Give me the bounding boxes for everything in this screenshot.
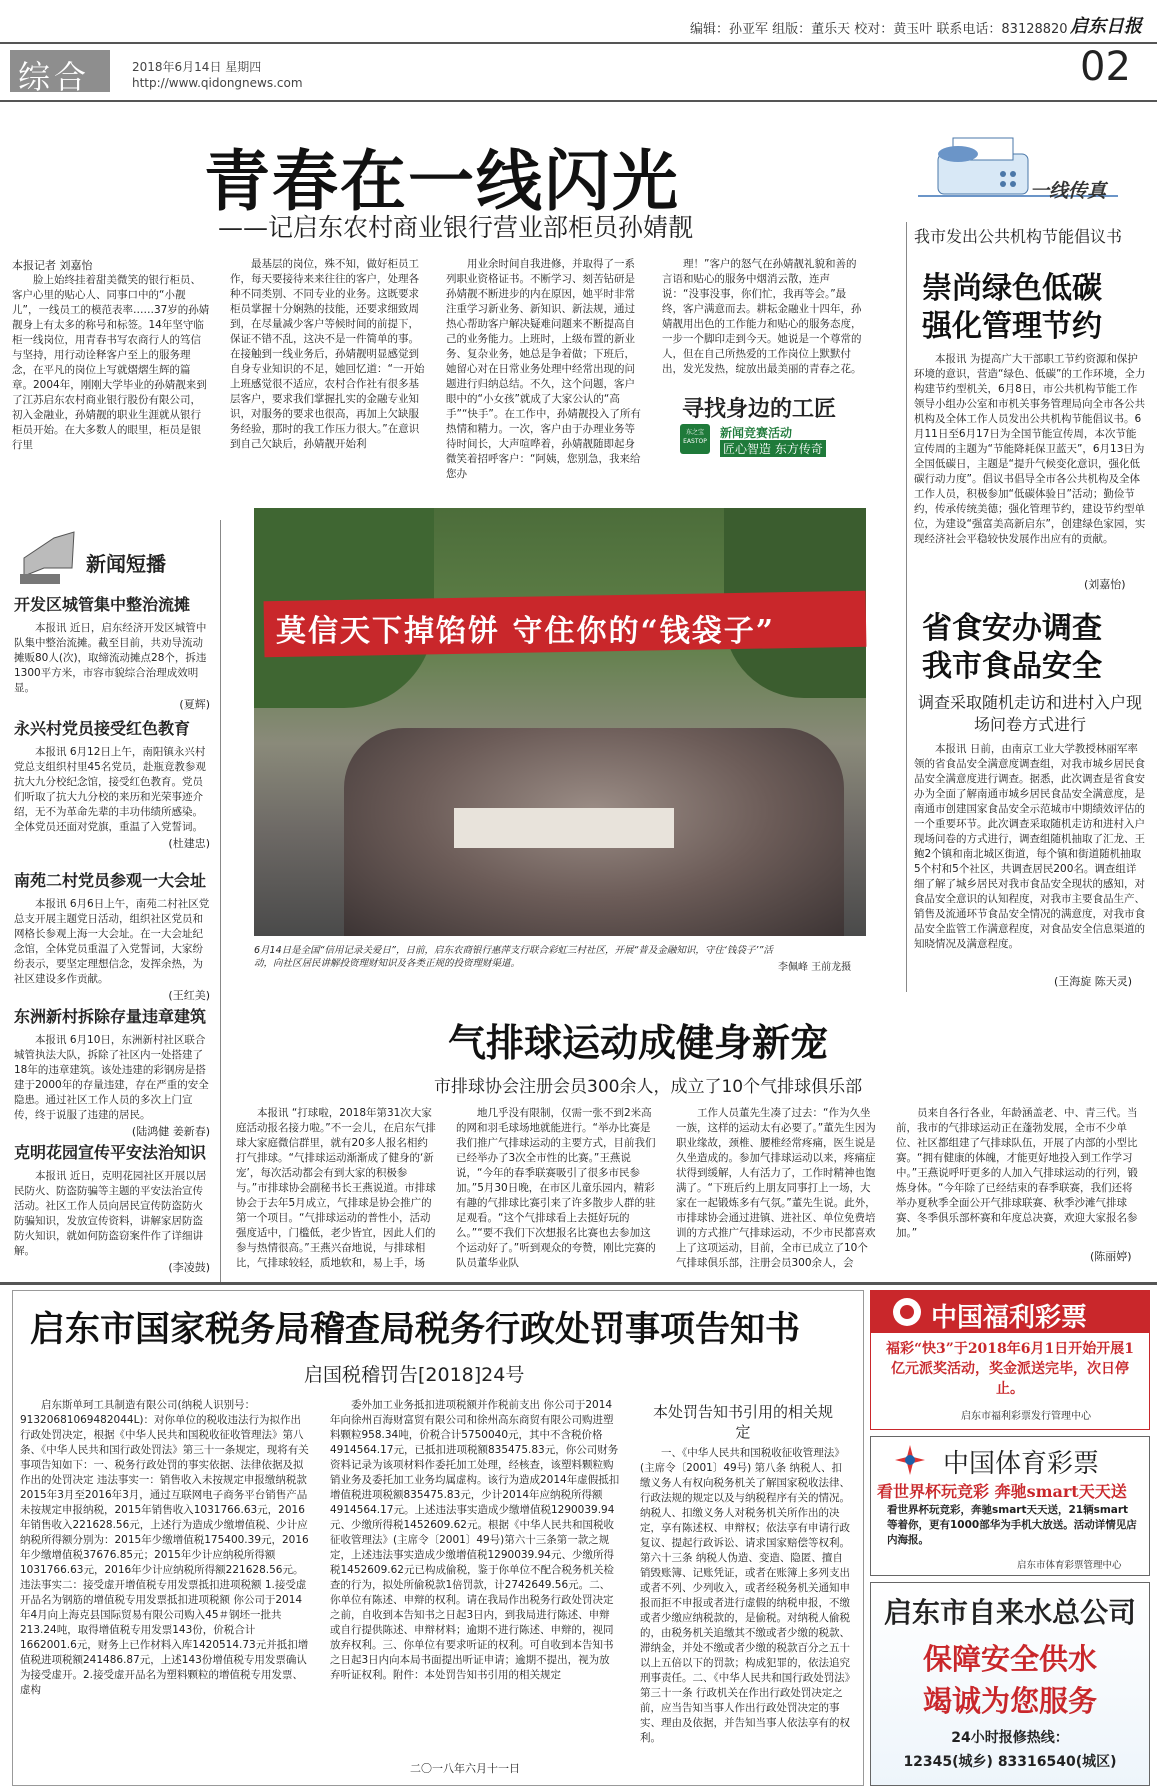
news-photo <box>254 508 866 936</box>
campaign-sub: 新闻竞赛活动 <box>720 426 793 440</box>
flash-body-2: 本报讯 6月12日上午，南阳镇永兴村党总支组织村里45名党员，赴瓶竟教参观抗大九分校纪念馆，接受红色教育。党员们听取了抗大九分校的来历和光荣事迹介绍，无不为革命先辈的丰功伟绩所感染。全体党员还面对党旗，重温了入党誓词。 <box>14 746 206 833</box>
welfare-lottery-ad <box>870 1290 1150 1430</box>
fax-illustration <box>918 124 1118 210</box>
lead-col-1: 脸上始终挂着甜美微笑的银行柜员、客户心里的贴心人、同事口中的“小靓儿”，一线员工的模范表率……37岁的孙婧靓身上有太多的称号和标签。14年坚守临柜一线岗位，用青春书写农商行人的笃信与坚持，用行动诠释客户至上的服务理念，在平凡的岗位上写就熠熠生辉的篇章。2004年，刚刚大学毕业的孙婧靓来到了江苏启东农村商业银行股份有限公司，初入金融业，孙婧靓的职业生涯就从银行柜员开始。在大多数人的眼里，柜员是银行里 <box>12 274 210 451</box>
welfare-brand: 中国福利彩票 <box>931 1303 1088 1333</box>
tax-notice-title: 启东市国家税务局稽查局税务行政处罚事项告知书 <box>30 1309 801 1350</box>
tax-notice-col-2: 委外加工业务抵扣进项税额并作税前支出 你公司于2014年向徐州百海财富贸有限公司和徐州高东商贸有限公司购进塑料颗粒958.34吨，价税合计5750040元，其中不含税价格4914564.17元，已抵扣进项税额835475.83元，你公司财务资料记录为该项材料作委托加工处理，经核查，该塑料颗粒购销业务及委托加工业务均属虚构。该行为造成2014年虚假抵扣增值税进项税额835475.83元，少计2014年应纳税所得额4914564.17元。上述违法事实造成少缴增值税1290039.94元、少缴所得税1452609.62元。根据《中华人民共和国税收征收管理法》(主席令〔2001〕49号)第六十三条第一款之规定，上述违法事实造成少缴增值税1290039.94元、少缴所得税1452609.62元已构成偷税，鉴于你单位不配合税务机关检查的行为，拟处所偷税款1倍罚款，计2742649.56元。二、你单位有陈述、申辩的权利。请在我局作出税务行政处罚决定之前，自收到本告知书之日起3日内，到我局进行陈述、申辩或自行提供陈述、申辩材料；逾期不进行陈述、申辩的，视同放弃权利。三、你单位有要求听证的权利。可自收到本告知书之日起3日内向本局书面提出听证申请；逾期不提出，视为放弃听证权利。附件：本处罚告知书引用的相关规定 <box>330 1399 620 1681</box>
campaign-badge <box>676 392 866 458</box>
section-label: 综合 <box>18 58 91 96</box>
water-slogan-2: 竭诚为您服务 <box>922 1684 1097 1718</box>
lead-col-2: 最基层的岗位，殊不知，做好柜员工作，每天要接待来来往往的客户，处理各种不同类别、不同专业的业务。这既要求柜员掌握十分娴熟的技能，还要求细致周到，在尽量减少客户等候时间的前提下，保证不错不乱，这决不是一件简单的事。在接触到一线业务后，孙婧靓明显感觉到自身专业知识的不足，她回忆道：“一开始上班感觉很不适应，农村合作社有很多基层客户，要求我们掌握扎实的金融专业知识，对服务的要求也很高，再加上欠缺服务经验，那时的我工作压力很大。”在意识到自己欠缺后，孙婧靓开始利 <box>230 258 425 450</box>
issue-date: 2018年6月14日 星期四 <box>132 60 262 74</box>
right-news-kicker: 我市发出公共机构节能倡议书 <box>914 227 1123 246</box>
volleyball-author: (陈丽婷) <box>1090 1250 1132 1263</box>
lead-byline: 本报记者 刘嘉怡 <box>12 259 93 272</box>
photo-table <box>454 808 674 848</box>
flash-title-1: 开发区城管集中整治流摊 <box>14 595 191 614</box>
sports-org: 启东市体育彩票管理中心 <box>1017 1560 1122 1571</box>
right-news-title-2: 省食安办调查 我市食品安全 <box>922 611 1102 684</box>
flash-author-4: (陆鸿健 姜新春) <box>131 1125 210 1138</box>
volleyball-col-4: 员来自各行各业，年龄涵盖老、中、青三代。当前，我市的气排球运动正在蓬勃发展，全市不少单位、社区都组建了气排球队伍，开展了内部的小型比赛。“拥有健康的体魄，才能更好地投入到工作学习中。”王燕说呼吁更多的人加入气排球运动的行列，锻炼身体。“今年除了已经结束的春季联赛，我们还将举办夏秋季全面公开气排球联赛、秋季沙滩气排球赛、冬季俱乐部杯赛和年度总决赛，欢迎大家报名参加。” <box>896 1107 1138 1239</box>
sports-logo-icon <box>893 1443 927 1477</box>
flash-author-5: (李凌鼓) <box>168 1261 210 1274</box>
flash-author-3: (王红美) <box>168 989 210 1002</box>
water-company-name: 启东市自来水总公司 <box>883 1596 1136 1629</box>
page-number: 02 <box>1080 44 1131 90</box>
volleyball-title: 气排球运动成健身新宠 <box>448 1020 829 1065</box>
water-company-ad <box>870 1582 1150 1786</box>
welfare-text: 福彩“快3”于2018年6月1日开始开展1亿元派奖活动，奖金派送完毕，次日停止。 <box>885 1341 1135 1397</box>
photo-caption: 6月14日是全国“信用记录关爱日”，日前，启东农商银行惠萍支行联合彩虹三村社区，开展“普及金融知识，守住‘钱袋子’”活动，向社区居民讲解投资理财知识及各类正规的投资理财渠道。 <box>254 945 773 969</box>
masthead-logo: 启东日报 <box>1070 16 1142 37</box>
flash-body-1: 本报讯 近日，启东经济开发区城管中队集中整治流摊。截至目前，共劝导流动摊贩80人(次)，取缔流动摊点28个，拆违1300平方米，市容市貌综合治理成效明显。 <box>14 622 207 694</box>
campaign-slogan: 匠心智造 东方传奇 <box>720 440 826 457</box>
gramophone-icon <box>14 528 84 586</box>
campaign-title: 寻找身边的工匠 <box>682 397 837 422</box>
flash-body-4: 本报讯 6月10日，东洲新村社区联合城管执法大队，拆除了社区内一处搭建了18年的违章建筑。该处违建的彩钢房是搭建于2000年的存量违建，存在严重的安全隐患。通过社区工作人员的多次上门宣传，终于说服了违建的居民。 <box>14 1034 209 1121</box>
tax-notice-col-3: 一、《中华人民共和国税收征收管理法》(主席令〔2001〕49号) 第八条 纳税人、扣缴义务人有权向税务机关了解国家税收法律、行政法规的规定以及与纳税程序有关的情况。纳税人、扣缴义务人对税务机关所作出的决定，享有陈述权、申辩权；依法享有申请行政复议、提起行政诉讼、请求国家赔偿等权利。第六十三条 纳税人伪造、变造、隐匿、擅自销毁账簿、记账凭证，或者在账簿上多列支出或者不列、少列收入，或者经税务机关通知申报而拒不申报或者进行虚假的纳税申报，不缴或者少缴应纳税款的，是偷税。对纳税人偷税的，由税务机关追缴其不缴或者少缴的税款、滞纳金，并处不缴或者少缴的税款百分之五十以上五倍以下的罚款；构成犯罪的，依法追究刑事责任。二、《中华人民共和国行政处罚法》第三十一条 行政机关在作出行政处罚决定之前，应当告知当事人作出行政处罚决定的事实、理由及依据，并告知当事人依法享有的权利。 <box>640 1447 850 1744</box>
welfare-org: 启东市福利彩票发行管理中心 <box>961 1411 1091 1422</box>
flash-body-3: 本报讯 6月6日上午，南苑二村社区党总支开展主题党日活动，组织社区党员和网格长参观上海一大会址。在一大会址纪念馆，全体党员重温了入党誓词，大家纷纷表示，要坚定理想信念，发挥余热，为社区建设多作贡献。 <box>14 898 210 985</box>
water-slogan-1: 保障安全供水 <box>922 1642 1097 1676</box>
masthead-editors: 编辑：孙亚军 组版：董乐天 校对：黄玉叶 联系电话：83128820 <box>690 22 1068 37</box>
flash-title-5: 克明花园宣传平安法治知识 <box>14 1143 207 1162</box>
news-flash-label: 新闻短播 <box>86 552 166 576</box>
right-news-author-2: (王海旋 陈天灵) <box>1054 975 1133 988</box>
water-hotline-label: 24小时报修热线： <box>951 1730 1069 1746</box>
flash-title-3: 南苑二村党员参观一大会址 <box>14 871 207 890</box>
lead-col-3: 用业余时间自我进修，并取得了一系列职业资格证书。不断学习、刻苦钻研是孙婧靓不断进步的内在原因，她平时非常注重学习新业务、新知识、新法规，通过热心帮助客户解决疑难问题来不断提高自己的业务能力。上班时，上级布置的新业务、复杂业务，她总是争着做；下班后，她留心对在日常业务处理中经常出现的问题进行归纳总结。不久，这个问题，客户眼中的“小女孩”就成了大家公认的“高手”“快手”。在工作中，孙婧靓投入了所有热情和精力。一次，客户由于办理业务等待时间长，大声喧哗着，孙婧靓随即起身微笑着招呼客户：“阿姨，您别急，我来给您办 <box>446 258 641 480</box>
sports-brand: 中国体育彩票 <box>943 1449 1100 1479</box>
tax-notice-docno: 启国税稽罚告[2018]24号 <box>304 1364 525 1386</box>
lead-title: 青春在一线闪光 <box>204 142 680 220</box>
volleyball-col-1: 本报讯 “打球啦，2018年第31次大家庭活动报名接力啦。”不一会儿，在启东气排球大家庭微信群里，就有20多人报名相约打气排球。“气排球运动渐渐成了健身的‘新宠’，每次活动都会有到大家的积极参与。”市排球协会副秘书长王燕说道。市排球协会于去年5月成立，气排球是协会推广的第一个项目。“气排球运动的普性小，活动强度适中，门槛低，老少皆宜，因此人们的参与热情很高。”王燕兴奋地说，与排球相比，气排球较轻，质地软和，易上手，场 <box>236 1107 436 1269</box>
welfare-logo-icon <box>891 1296 923 1328</box>
flash-title-2: 永兴村党员接受红色教育 <box>14 719 191 738</box>
right-news-body-1: 本报讯 为提高广大干部职工节约资源和保护环境的意识，营造“绿色、低碳”的工作环境，全力构建节约型机关，6月8日，市公共机构节能工作领导小组办公室和市机关事务管理局向全市各公共机构及全体工作人员发出公共机构节能倡议书。6月11日至6月17日为全国节能宣传周，本次节能宣传周的主题为“节能降耗保卫蓝天”，6月13日为全国低碳日，主题是“提升气候变化意识，强化低碳行动力度”。倡议书倡导全市各公共机构及全体工作人员，积极参加“低碳体验日”活动；勤俭节约，传承传统美德；强化管理节约，建设节约型单位，为建设“强富美高新启东”，创建绿色家园，实现经济社会平稳较快发展作出应有的贡献。 <box>914 353 1146 545</box>
right-news-author-1: (刘嘉怡) <box>1084 578 1126 591</box>
photo-credit: 李佩峰 王前龙摄 <box>778 962 852 973</box>
volleyball-col-2: 地几乎没有限制，仅需一张不到2米高的网和羽毛球场地就能进行。“举办比赛是我们推广气排球运动的主要方式，目前我们已经举办了3次全市性的比赛。”王燕说说，“今年的春季联赛吸引了很多市民参加。”5月30日晚，在市区儿童乐园内，精彩有趣的气排球比赛引来了许多散步人群的驻足观看。“这个气排球看上去挺好玩的么。”“要不我们下次想报名比赛也去参加这个运动好了。”听到观众的夸赞，刚比完赛的队员董华业队 <box>456 1107 656 1269</box>
flash-author-1: (夏辉) <box>179 698 210 711</box>
tax-notice-date: 二〇一八年六月十一日 <box>410 1762 520 1775</box>
campaign-brand: 东之宝 EASTOP <box>683 429 707 445</box>
lead-subtitle: ——记启东农村商业银行营业部柜员孙婧靓 <box>218 213 694 242</box>
volleyball-subtitle: 市排球协会注册会员300余人，成立了10个气排球俱乐部 <box>434 1077 863 1097</box>
site-url[interactable]: http://www.qidongnews.com <box>132 76 303 90</box>
tax-notice-col3-title: 本处罚告知书引用的相关规定 <box>652 1403 833 1441</box>
news-flash-header <box>14 528 204 588</box>
water-hotline: 12345(城乡) 83316540(城区) <box>903 1754 1117 1770</box>
tax-notice-col-1: 启东斯单珂工具制造有限公司(纳税人识别号：91320681069482044L)：对你单位的税收违法行为拟作出行政处罚决定，根据《中华人民共和国税收征收管理法》第八条、《中华人民共和国行政处罚法》第三十一条规定，现将有关事项告知如下：一、税务行政处罚的事实依据、法律依据及拟作出的处罚决定 违法事实一：销售收入未按规定申报缴纳税款 2015年3月至2016年3月，通过互联网电子商务平台销售产品未按规定申报纳税，2015年销售收入1031766.63元，2016年销售收入221628.56元，上述行为造成少缴增值税、少计应纳税所得额分别为：2015年少缴增值税175400.39元，2016年少缴增值税37676.85元；2015年少计应纳税所得额1031766.63元，2016年少计应纳税所得额221628.56元。违法事实二：接受虚开增值税专用发票抵扣进项税额 1.接受虚开品名为钢筋的增值税专用发票抵扣进项税额 你公司于2014年4月向上海克县国际贸易有限公司购入45＃钢坯一批共213.24吨，取得增值税专用发票143份，价税合计1662001.6元，财务上已作材料入库1420514.73元并抵扣增值税进项税额241486.87元，上述143份增值税专用发票确认为接受虚开。2.接受虚开品名为塑料颗粒的增值税专用发票、虚构 <box>20 1399 309 1696</box>
right-news-body-2: 本报讯 日前，由南京工业大学教授林丽军率领的省食品安全满意度调查组，对我市城乡居民食品安全满意度进行调查。据悉，此次调查是省食安办为全面了解南通市城乡居民食品安全满意度，是南通市创建国家食品安全示范城市中期绩效评估的一个重要环节。此次调查采取随机走访和进村入户现场问卷的方式进行，调查组随机抽取了汇龙、王鲍2个镇和南北城区街道，每个镇和街道随机抽取5个村和5个社区，共调查居民200名。调查组详细了解了城乡居民对我市食品安全现状的感知，对食品安全意识的认知程度，对我市主要食品生产、销售及流通环节食品安全情况的满意度，对我市食品安全监管工作满意程度，对食品安全信息渠道的知晓情况及满意程度。 <box>914 743 1145 950</box>
lead-col-4: 理！”客户的怒气在孙婧靓礼貌和善的言语和贴心的服务中烟消云散，连声说：“没事没事，你们忙，我再等会。”最终，客户满意而去。耕耘金融业十四年，孙婧靓用出色的工作能力和贴心的服务态度，一步一个脚印走到今天。她说是一个尊常的人，但在自己所热爱的工作岗位上默默付出，发光发热，绽放出最美丽的青春之花。 <box>662 258 862 375</box>
sports-lottery-ad <box>870 1436 1150 1576</box>
flash-body-5: 本报讯 近日，克明花园社区开展以居民防火、防盗防骗等主题的平安法治宣传活动。社区工作人员向居民宣传防盗防火防骗知识，发放宣传资料，讲解家居防盗防火知识，就如何防盗窃案件作了详细讲解。 <box>14 1170 207 1257</box>
flash-author-2: (杜建忠) <box>168 837 210 850</box>
photo-banner-text: 莫信天下掉馅饼 守住你的“钱袋子” <box>276 614 775 649</box>
flash-title-4: 东洲新村拆除存量违章建筑 <box>14 1007 207 1026</box>
fax-label: 一线传真 <box>1030 180 1107 202</box>
volleyball-col-3: 工作人员董先生凑了过去：“作为久坐一族，这样的运动太有必要了。”董先生因为职业缘故，颈椎、腰椎经常疼痛，医生说是久坐造成的。参加气排球运动以来，疼痛症状得到缓解，人有活力了，工作时精神也饱满了。“下班后约上朋友同事打上一场，大家在一起锻炼多有气氛。”董先生说。此外，市排球协会通过进镇、进社区、单位免费培训的方式推广气排球运动，不少市民都喜欢上了这项运动，目前，全市已成立了10个气排球俱乐部，注册会员300余人，会 <box>676 1107 876 1269</box>
sports-text: 看世界杯玩竞彩，奔驰smart天天送，21辆smart等着你，更有1000部华为手机大放送。活动详情见店内海报。 <box>887 1504 1137 1546</box>
sports-slogan: 看世界杯玩竞彩 奔驰smart天天送 <box>877 1482 1127 1501</box>
right-news-title-1: 崇尚绿色低碳 强化管理节约 <box>922 271 1102 344</box>
right-news-sub-2: 调查采取随机走访和进村入户现场问卷方式进行 <box>917 693 1142 734</box>
